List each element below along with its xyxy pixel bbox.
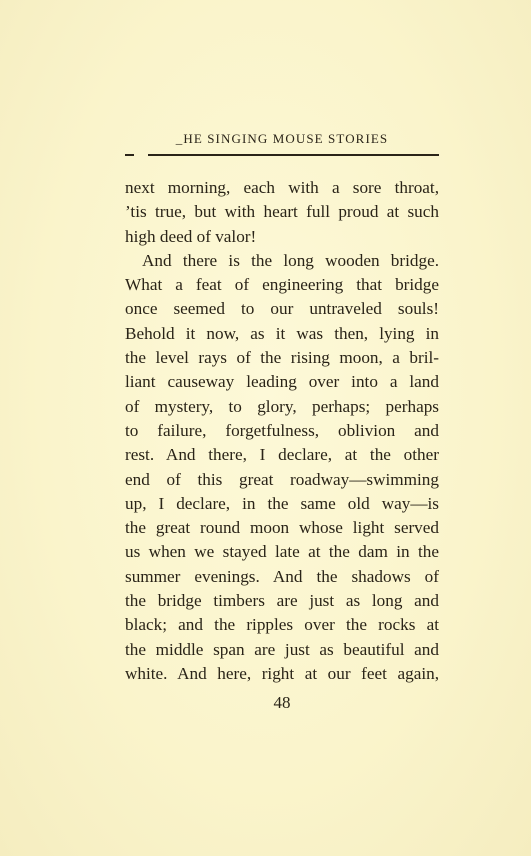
text-line: up, I declare, in the same old way—is [125, 493, 439, 513]
text-line: liant causeway leading over into a land [125, 372, 439, 392]
body-text [125, 176, 439, 686]
text-line: ’tis true, but with heart full proud at such [125, 202, 439, 222]
text-line: to failure, forgetfulness, oblivion and [125, 420, 439, 440]
text-line: rest. And there, I declare, at the other [125, 445, 439, 465]
text-line: high deed of valor! [125, 226, 257, 246]
text-line: once seemed to our untraveled souls! [125, 299, 439, 319]
header-rule [148, 154, 439, 156]
running-head: _HE SINGING MOUSE STORIES [175, 131, 389, 146]
text-line: us when we stayed late at the dam in the [125, 542, 439, 562]
text-line: Behold it now, as it was then, lying in [125, 323, 439, 343]
text-line: next morning, each with a sore throat, [125, 178, 439, 197]
text-line: the bridge timbers are just as long and [125, 591, 439, 611]
text-line: of mystery, to glory, perhaps; perhaps [125, 396, 439, 416]
text-line: the middle span are just as beautiful and [125, 639, 439, 659]
text-line: end of this great roadway—swimming [125, 469, 439, 489]
header-rule-left [125, 154, 134, 156]
text-line: the level rays of the rising moon, a bril- [125, 348, 439, 368]
text-line: the great round moon whose light served [125, 518, 439, 538]
text-line: black; and the ripples over the rocks at [125, 615, 439, 635]
text-line: summer evenings. And the shadows of [125, 566, 439, 586]
page-number: 48 [273, 693, 291, 712]
text-line: What a feat of engineering that bridge [125, 275, 439, 295]
text-line: white. And here, right at our feet again, [125, 663, 439, 683]
text-line: And there is the long wooden bridge. [142, 250, 439, 270]
